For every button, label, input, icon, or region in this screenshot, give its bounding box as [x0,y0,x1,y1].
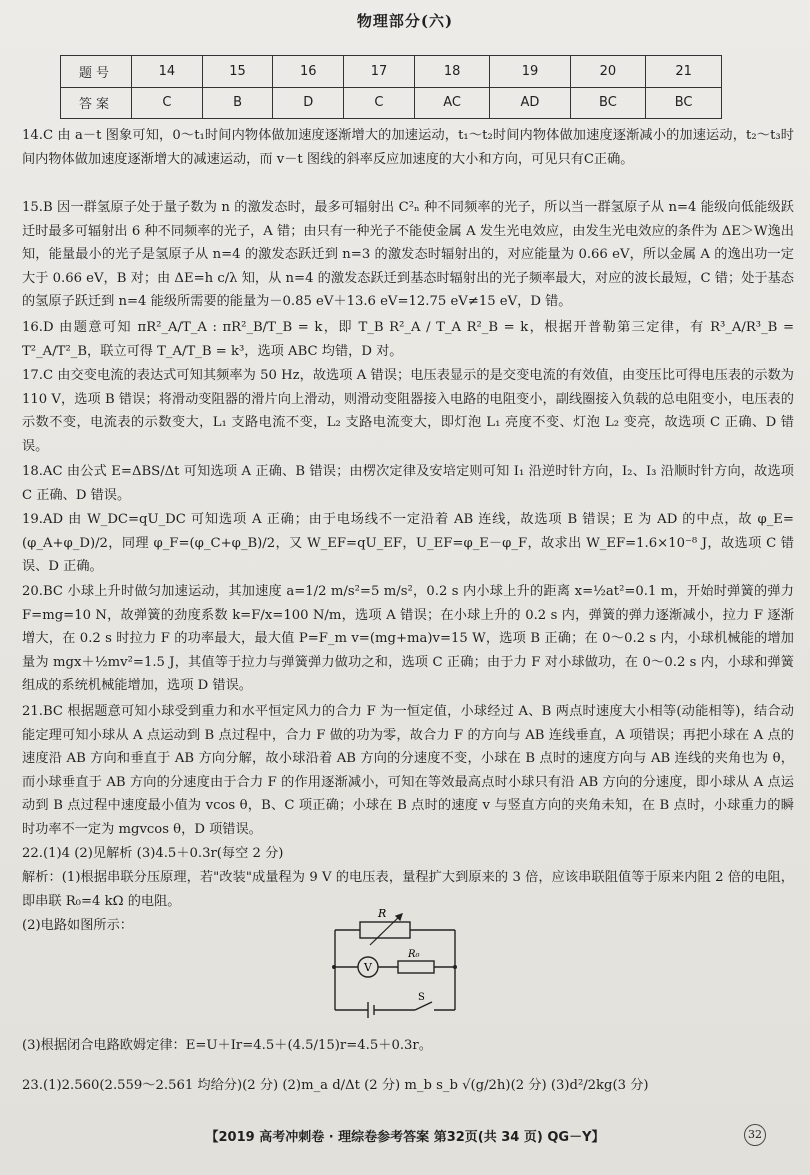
solution-21: 21.BC 根据题意可知小球受到重力和水平恒定风力的合力 F 为一恒定值，小球经过 A、B 两点时速度大小相等(动能相等)，结合动能定理可知小球从 A 点运动到 B 点过程中，合力 F 做的功为零，故合力 F 的方向与 AB 连线垂直，A 项错误；再把小球在 A 点的速度沿 AB 方向和垂直于 AB 方向分解，故小球沿着 AB 方向的分速度不变，小球在 B 点时的速度方向与 AB 连线的夹角也为 θ，而小球垂直于 AB 方向的分速度由于合力 F 的作用逐渐减小，可知在等效最高点时小球只有沿 AB 方向的分速度，即小球从 A 点运动到 B 点过程中速度最小值为 vcos θ，B、C 项正确；小球在 B 点时的速度 v 与竖直方向的夹角未知，在 B 点时，小球重力的瞬时功率不一定为 mgvcos θ，D 项错误。 [22,704,794,837]
answer-cell: BC [570,87,646,119]
solution-22-analysis: 解析：(1)根据串联分压原理，若"改装"成量程为 9 V 的电压表，量程扩大到原来的 3 倍，应该串联阻值等于原来内阻 2 倍的电阻，即串联 R₀=4 kΩ 的电阻。 [22,870,794,909]
question-number: 14 [132,56,203,88]
resistor-label: R₀ [408,949,420,960]
answer-cell: B [202,87,273,119]
voltmeter-label: V [364,961,372,974]
solution-23: 23.(1)2.560(2.559～2.561 均给分)(2 分) (2)m_a d/Δt (2 分) m_b s_b √(g/2h)(2 分) (3)d²/2kg(3 分) [22,1078,649,1093]
solution-22-answers: 22.(1)4 (2)见解析 (3)4.5＋0.3r(每空 2 分) [22,846,284,861]
answer-cell: AC [414,87,490,119]
answer-cell: D [273,87,344,119]
solution-22-circuit-caption: (2)电路如图所示： [22,918,133,933]
circuit-node [453,965,457,969]
solution-14: 14.C 由 a－t 图象可知，0～t₁时间内物体做加速度逐渐增大的加速运动，t₁～t₂时间内物体做加速度逐渐减小的加速运动，t₂～t₃时间内物体做加速度逐渐增大的减速运动，而 v－t 图线的斜率反应加速度的大小和方向，可见只有C正确。 [22,128,794,167]
table-answer-label: 答案 [61,87,132,119]
solution-22-part3: (3)根据闭合电路欧姆定律：E=U＋Ir=4.5＋(4.5/15)r=4.5＋0.3r。 [22,1038,432,1053]
table-header-label: 题号 [61,56,132,88]
answer-cell: C [132,87,203,119]
solution-16: 16.D 由题意可知 πR²_A/T_A : πR²_B/T_B = k，即 T_B R²_A / T_A R²_B = k，根据开普勒第三定律，有 R³_A/R³_B = T²_A/T²_B，联立可得 T_A/T_B = k³，选项 ABC 均错，D 对。 [22,320,794,359]
answer-cell: AD [490,87,570,119]
question-number: 16 [273,56,344,88]
question-number: 20 [570,56,646,88]
answer-table [60,55,722,119]
circuit-node [332,965,336,969]
answer-table-answer-row [61,87,722,119]
answer-table-number-row [61,56,722,88]
page-footer: 【2019 高考冲刺卷 · 理综卷参考答案 第32页(共 34 页) QG－Y】 [205,1130,605,1145]
question-number: 17 [344,56,415,88]
solution-17: 17.C 由交变电流的表达式可知其频率为 50 Hz，故选项 A 错误；电压表显示的是交变电流的有效值，由变压比可得电压表的示数为 110 V，选项 B 错误；将滑动变阻器的滑片向上滑动，则滑动变阻器接入电路的电阻变小，副线圈接入负载的总电阻变小，电压表的示数不变，电流表的示数变大，L₁ 支路电流不变，L₂ 支路电流变大，即灯泡 L₁ 亮度不变、灯泡 L₂ 变亮，故选项 C 正确、D 错误。 [22,368,794,454]
question-number: 19 [490,56,570,88]
solution-15: 15.B 因一群氢原子处于量子数为 n 的激发态时，最多可辐射出 C²ₙ 种不同频率的光子，所以当一群氢原子从 n=4 能级向低能级跃迁时最多可辐射出 6 种不同频率的光子，A 错；由只有一种光子不能使金属 A 发生光电效应，由发生光电效应的条件为 ΔE＞W逸出知，能量最小的光子是氢原子从 n=4 的激发态跃迁到 n=3 的激发态时辐射出的，对应能量为 0.66 eV，所以金属 A 的逸出功一定大于 0.66 eV，B 对；由 ΔE=h c/λ 知，从 n=4 的激发态跃迁到基态时辐射出的光子频率最大，对应的波长最短，C 错；处于基态的氢原子跃迁到 n=4 能级所需要的能量为－0.85 eV＋13.6 eV=12.75 eV≠15 eV，D 错。 [22,200,794,309]
page-marker: 32 [744,1124,766,1146]
answer-cell: C [344,87,415,119]
circuit-diagram [320,905,470,1027]
question-number: 18 [414,56,490,88]
question-number: 15 [202,56,273,88]
solution-20: 20.BC 小球上升时做匀加速运动，其加速度 a=1/2 m/s²=5 m/s²，0.2 s 内小球上升的距离 x=½at²=0.1 m，开始时弹簧的弹力 F=mg=10 N，故弹簧的劲度系数 k=F/x=100 N/m，选项 A 错误；在小球上升的 0.2 s 内，弹簧的弹力逐渐减小，拉力 F 逐渐增大，在 0.2 s 时拉力 F 的功率最大，最大值 P=F_m v=(mg+ma)v=15 W，选项 B 正确；在 0～0.2 s 内，小球机械能的增加量为 mgx＋½mv²=1.5 J，其值等于拉力与弹簧弹力做功之和，选项 C 正确；由于力 F 对小球做功，在 0～0.2 s 内，小球和弹簧组成的系统机械能增加，选项 D 错误。 [22,584,794,693]
rheostat-label: R [378,907,387,920]
solution-19: 19.AD 由 W_DC=qU_DC 可知选项 A 正确；由于电场线不一定沿着 AB 连线，故选项 B 错误；E 为 AD 的中点，故 φ_E=(φ_A+φ_D)/2，同理 φ_F=(φ_C+φ_B)/2，又 W_EF=qU_EF，U_EF=φ_E－φ_F，故求出 W_EF=1.6×10⁻⁸ J，故选项 C 错误、D 正确。 [22,512,794,574]
section-title: 物理部分(六) [356,12,454,30]
answer-cell: BC [646,87,722,119]
switch-label: S [418,992,425,1003]
question-number: 21 [646,56,722,88]
solution-18: 18.AC 由公式 E=ΔBS/Δt 可知选项 A 正确、B 错误；由楞次定律及安培定则可知 I₁ 沿逆时针方向，I₂、I₃ 沿顺时针方向，故选项 C 正确、D 错误。 [22,464,794,503]
